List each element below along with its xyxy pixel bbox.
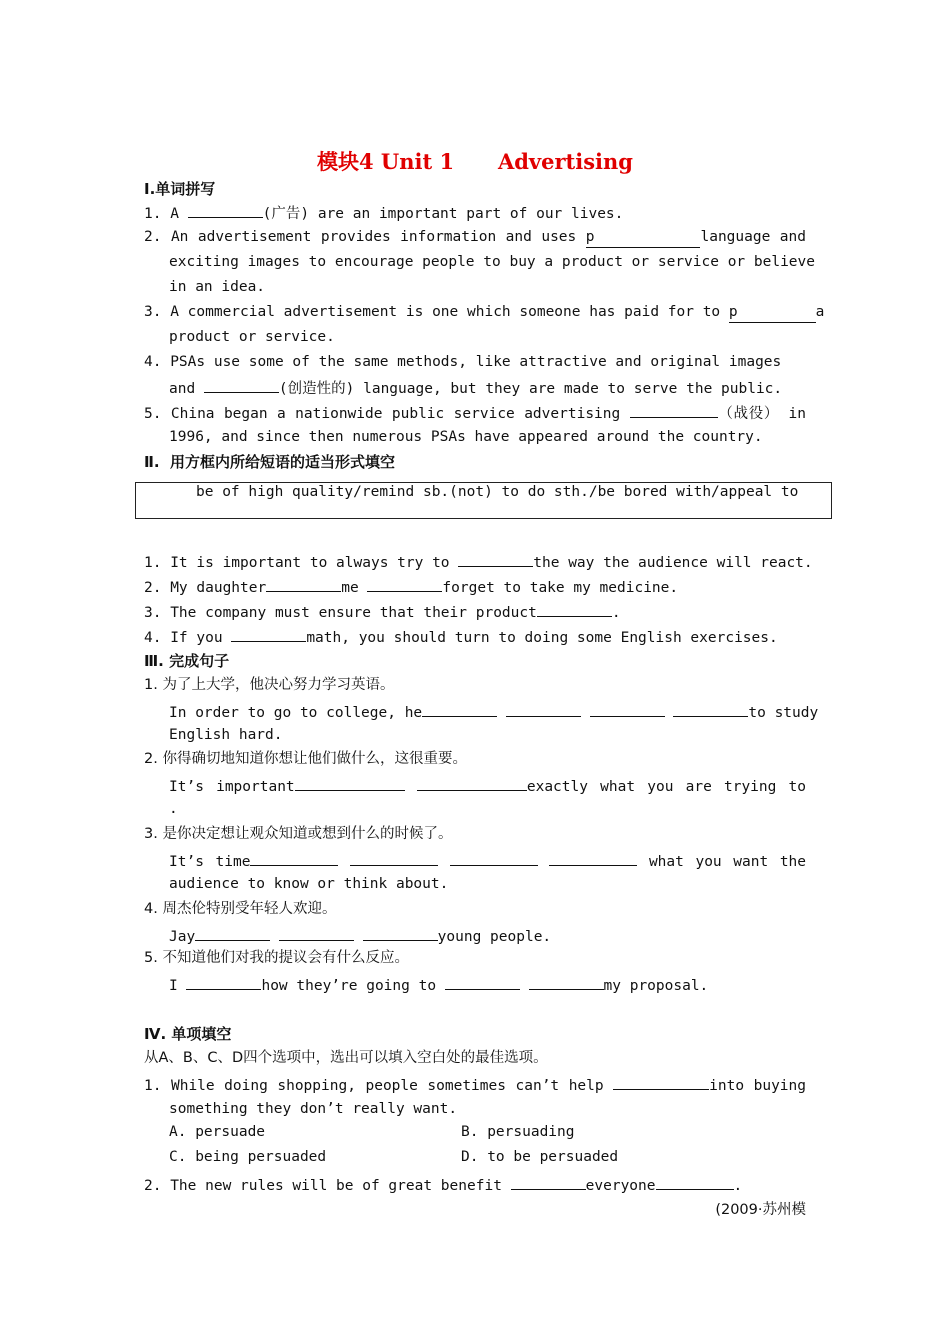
answer-blank[interactable] [458,551,533,567]
answer-blank[interactable] [195,925,270,941]
s3-q1-cont: English hard. [169,727,283,743]
answer-blank[interactable] [186,974,261,990]
answer-blank[interactable] [279,925,354,941]
answer-blank[interactable] [511,1174,586,1190]
s1-q4-cont [169,377,782,399]
answer-blank[interactable] [350,850,438,866]
text: exactly what you are trying to [526,779,806,795]
s1-q3 [144,302,825,323]
s1-q2-cont: exciting images to encourage people to buy a product or service or believe [169,254,816,270]
s4-instruction: 从A、B、C、D四个选项中，选出可以填入空白处的最佳选项。 [144,1050,548,1066]
s3-q2-chinese: 2. 你得确切地知道你想让他们做什么，这很重要。 [144,751,467,767]
text: Jay [169,929,196,945]
s3-q2 [169,775,806,797]
page-title: 模块4 Unit 1 Advertising [316,149,633,174]
answer-blank[interactable] [613,1074,709,1090]
text: 2. My daughter [144,580,267,596]
s3-q3-chinese: 3. 是你决定想让观众知道或想到什么的时候了。 [144,826,453,842]
text: my proposal. [603,978,709,994]
answer-blank[interactable] [729,302,816,323]
text: everyone [585,1178,656,1194]
text: and [169,381,204,397]
s3-q5-chinese: 5. 不知道他们对我的提议会有什么反应。 [144,950,409,966]
s3-q4 [169,925,551,947]
answer-blank[interactable] [630,402,718,418]
text: the way the audience will react. [533,555,813,571]
text: 1. While doing shopping, people sometimes can’t help [144,1078,614,1094]
s3-q1 [169,701,819,723]
s4-q2 [144,1174,742,1196]
text: 1. A [144,206,188,222]
section-3-heading: Ⅲ. 完成句子 [144,652,230,670]
answer-blank[interactable] [204,377,279,393]
text: 3. The company must ensure that their product [144,605,537,621]
text: to study [748,705,819,721]
answer-blank[interactable] [506,701,581,717]
text: (创造性的) language, but they are made to serve the public. [278,381,783,397]
blank-prefix: p [585,229,595,245]
s2-q3 [144,601,621,623]
text: It’s important [169,779,295,795]
s4-q1 [144,1074,806,1096]
s1-q5-cont: 1996, and since then numerous PSAs have appeared around the country. [169,429,763,445]
section-4-heading: Ⅳ. 单项填空 [144,1025,232,1043]
s1-q5 [144,402,806,424]
text: 2. An advertisement provides information and uses [144,229,586,245]
answer-blank[interactable] [529,974,604,990]
text: In order to go to college, he [169,705,423,721]
s1-q2-cont: in an idea. [169,279,266,295]
option-b[interactable]: B. persuading [461,1124,575,1140]
text: language and [700,229,806,245]
s3-q3 [169,850,806,872]
phrase-box [135,482,832,519]
answer-blank[interactable] [295,775,405,791]
text: 1. It is important to always try to [144,555,459,571]
answer-blank[interactable] [586,227,701,248]
s1-q1 [144,202,623,224]
text: . [733,1178,743,1194]
option-c[interactable]: C. being persuaded [169,1149,327,1165]
s1-q4: 4. PSAs use some of the same methods, like attractive and original images [144,354,782,370]
text: 3. A commercial advertisement is one which someone has paid for to [144,304,729,320]
answer-blank[interactable] [422,701,497,717]
answer-blank[interactable] [250,850,338,866]
text: young people. [437,929,552,945]
answer-blank[interactable] [367,576,442,592]
text: . [611,605,621,621]
s2-q1 [144,551,813,573]
answer-blank[interactable] [673,701,748,717]
text: 5. China began a nationwide public service advertising [144,406,630,422]
answer-blank[interactable] [656,1174,734,1190]
text: forget to take my medicine. [442,580,679,596]
s4-q1-cont: something they don’t really want. [169,1101,458,1117]
text: a [815,304,825,320]
s1-q2 [144,227,806,248]
answer-blank[interactable] [549,850,637,866]
option-d[interactable]: D. to be persuaded [461,1149,619,1165]
text: 2. The new rules will be of great benefit [144,1178,511,1194]
s3-q3-cont: audience to know or think about. [169,876,449,892]
phrase-list: be of high quality/remind sb.(not) to do sth./be bored with/appeal to [196,484,799,500]
text: into buying [709,1078,806,1094]
s3-q2-cont: . [169,801,178,817]
section-2-heading: Ⅱ. 用方框内所给短语的适当形式填空 [144,453,396,471]
answer-blank[interactable] [363,925,438,941]
s2-q4 [144,626,778,648]
answer-blank[interactable] [188,202,263,218]
text: math, you should turn to doing some English exercises. [306,630,778,646]
text: what you want the [637,854,807,870]
s3-q4-chinese: 4. 周杰伦特别受年轻人欢迎。 [144,901,337,917]
s1-q3-cont: product or service. [169,329,335,345]
text: It’s time [169,854,251,870]
text: I [169,978,187,994]
source-note: (2009·苏州模 [715,1202,806,1218]
text: 4. If you [144,630,232,646]
answer-blank[interactable] [450,850,538,866]
text: (广告) are an important part of our lives. [262,206,624,222]
option-a[interactable]: A. persuade [169,1124,266,1140]
answer-blank[interactable] [537,601,612,617]
answer-blank[interactable] [445,974,520,990]
answer-blank[interactable] [266,576,341,592]
section-1-heading: Ⅰ.单词拼写 [144,180,216,198]
s2-q2 [144,576,678,598]
s3-q1-chinese: 1. 为了上大学，他决心努力学习英语。 [144,677,395,693]
text: how they’re going to [261,978,445,994]
s3-q5 [169,974,708,996]
answer-blank[interactable] [231,626,306,642]
answer-blank[interactable] [417,775,527,791]
blank-prefix: p [728,304,738,320]
text: me [341,580,368,596]
answer-blank[interactable] [590,701,665,717]
text: （战役） in [717,406,806,422]
